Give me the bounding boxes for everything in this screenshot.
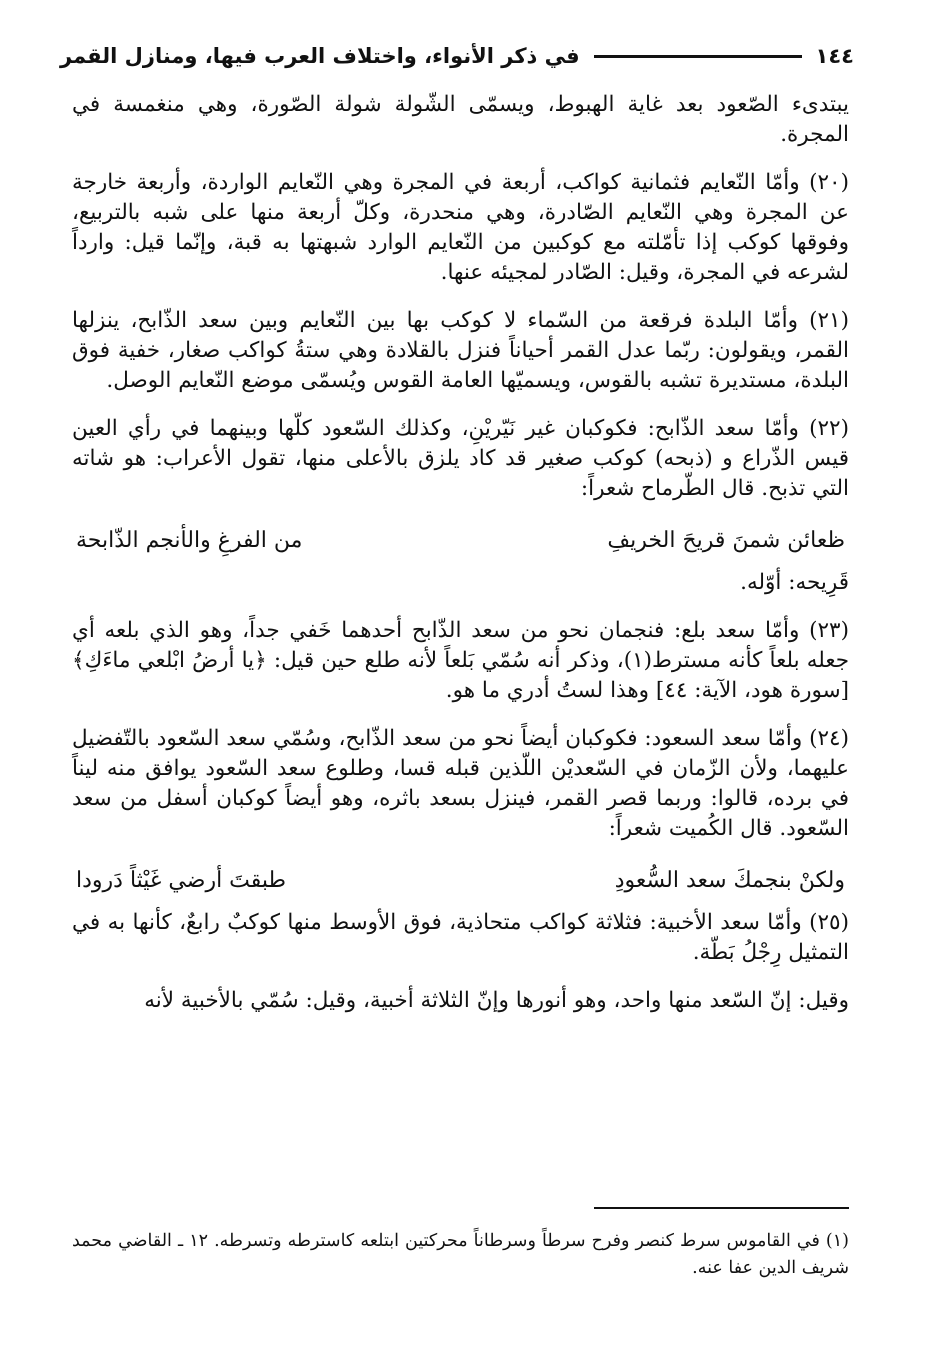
main-text — [72, 90, 849, 1034]
footnote: (١) في القاموس سرط كنصر وفرح سرطاً وسرطاناً محركتين ابتلعه كاسترطه وتسرطه. ١٢ ـ القاضي محمد شريف الدين عفا عنه. — [72, 1231, 849, 1278]
running-title: في ذكر الأنواء، واختلاف العرب فيها، ومنازل القمر — [60, 44, 580, 68]
paragraph-24: (٢٤) وأمّا سعد السعود: فكوكبان أيضاً نحو من سعد الذّابح، وسُمّي سعد السّعود بالتّفضيل عليهما، ولأن الزّمان في السّعديْن اللّذين قبله قسا، وطلوع سعد السّعود يوافق منه ليناً في برده، قالوا: وربما قصر القمر، فينزل بسعد باثره، وهو أيضاً كوكبان أسفل من سعد السّعود. قال الكُميت شعراً: — [72, 726, 849, 841]
verse-gloss: قَرِيحه: أوّله. — [740, 570, 849, 595]
verse-first-hemistich: ظعائن شمنَ قريحَ الخريفِ — [607, 528, 845, 553]
paragraph-20: (٢٠) وأمّا النّعايم فثمانية كواكب، أربعة في المجرة وهي النّعايم الواردة، وأربعة خارجة عن المجرة وهي النّعايم الصّادرة، وهي منحدرة، وكلّ أربعة منها على شبه بالتربيع، وفوقها كوكب إذا تأمّلته مع كوكبين من النّعايم الوارد شبهتها به قبة، وإنّما قيل: وارداً لشرعه في المجرة، وقيل: الصّادر لمجيئه عنها. — [72, 170, 849, 285]
footnote-rule — [594, 1207, 849, 1209]
paragraph-25: (٢٥) وأمّا سعد الأخبية: فثلاثة كواكب متحاذية، فوق الأوسط منها كوكبٌ رابعٌ، كأنها به في التمثيل رِجْلُ بَطّة. — [72, 910, 849, 965]
page-number: ١٤٤ — [815, 44, 854, 68]
verse-second-hemistich: طبقتَ أرضي غَيْثاً دَرودا — [76, 868, 287, 893]
header-rule — [594, 55, 802, 58]
paragraph-22: (٢٢) وأمّا سعد الذّابح: فكوكبان غير نَيّريْنِ، وكذلك السّعود كلّها وبينهما في رأي العين قيس الذّراع و (ذبحه) كوكب صغير قد كاد يلزق بالأعلى منها، تقول الأعراب: هو شاته التي تذبح. قال الطّرماح شعراً: — [72, 416, 849, 501]
verse-kumait — [76, 866, 845, 896]
paragraph-0: يبتدىء الصّعود بعد غاية الهبوط، ويسمّى الشّولة شولة الصّورة، وهي منغمسة في المجرة. — [72, 92, 849, 147]
paragraph-last: وقيل: إنّ السّعد منها واحد، وهو أنورها وإنّ الثلاثة أخبية، وقيل: سُمّي بالأخبية لأنه — [144, 988, 849, 1013]
page-header — [60, 36, 854, 76]
verse-first-hemistich: ولكنْ بنجمكَ سعد السُّعودِ — [614, 868, 845, 893]
paragraph-21: (٢١) وأمّا البلدة فرقعة من السّماء لا كوكب بها بين النّعايم وبين سعد الذّابح، ينزلها القمر، ويقولون: ربّما عدل القمر أحياناً فنزل بالقلادة وهي ستةُ كواكب صغار، خفية فوق البلدة، مستديرة تشبه بالقوس، ويسميّها العامة القوس ويُسمّى موضع النّعايم الوصل. — [72, 308, 849, 393]
verse-second-hemistich: من الفرغِ والأنجم الذّابحة — [76, 528, 303, 553]
paragraph-23: (٢٣) وأمّا سعد بلع: فنجمان نحو من سعد الذّابح أحدهما خَفي جداً، وهو الذي بلعه أي جعله بلعاً كأنه مسترط(١)، وذكر أنه سُمّي بَلعاً لأنه طلع حين قيل: ﴿يا أرضُ ابْلعي ماءَكِ﴾ [سورة هود، الآية: ٤٤] وهذا لستُ أدري ما هو. — [72, 618, 850, 703]
verse-tarimmah — [76, 526, 845, 556]
